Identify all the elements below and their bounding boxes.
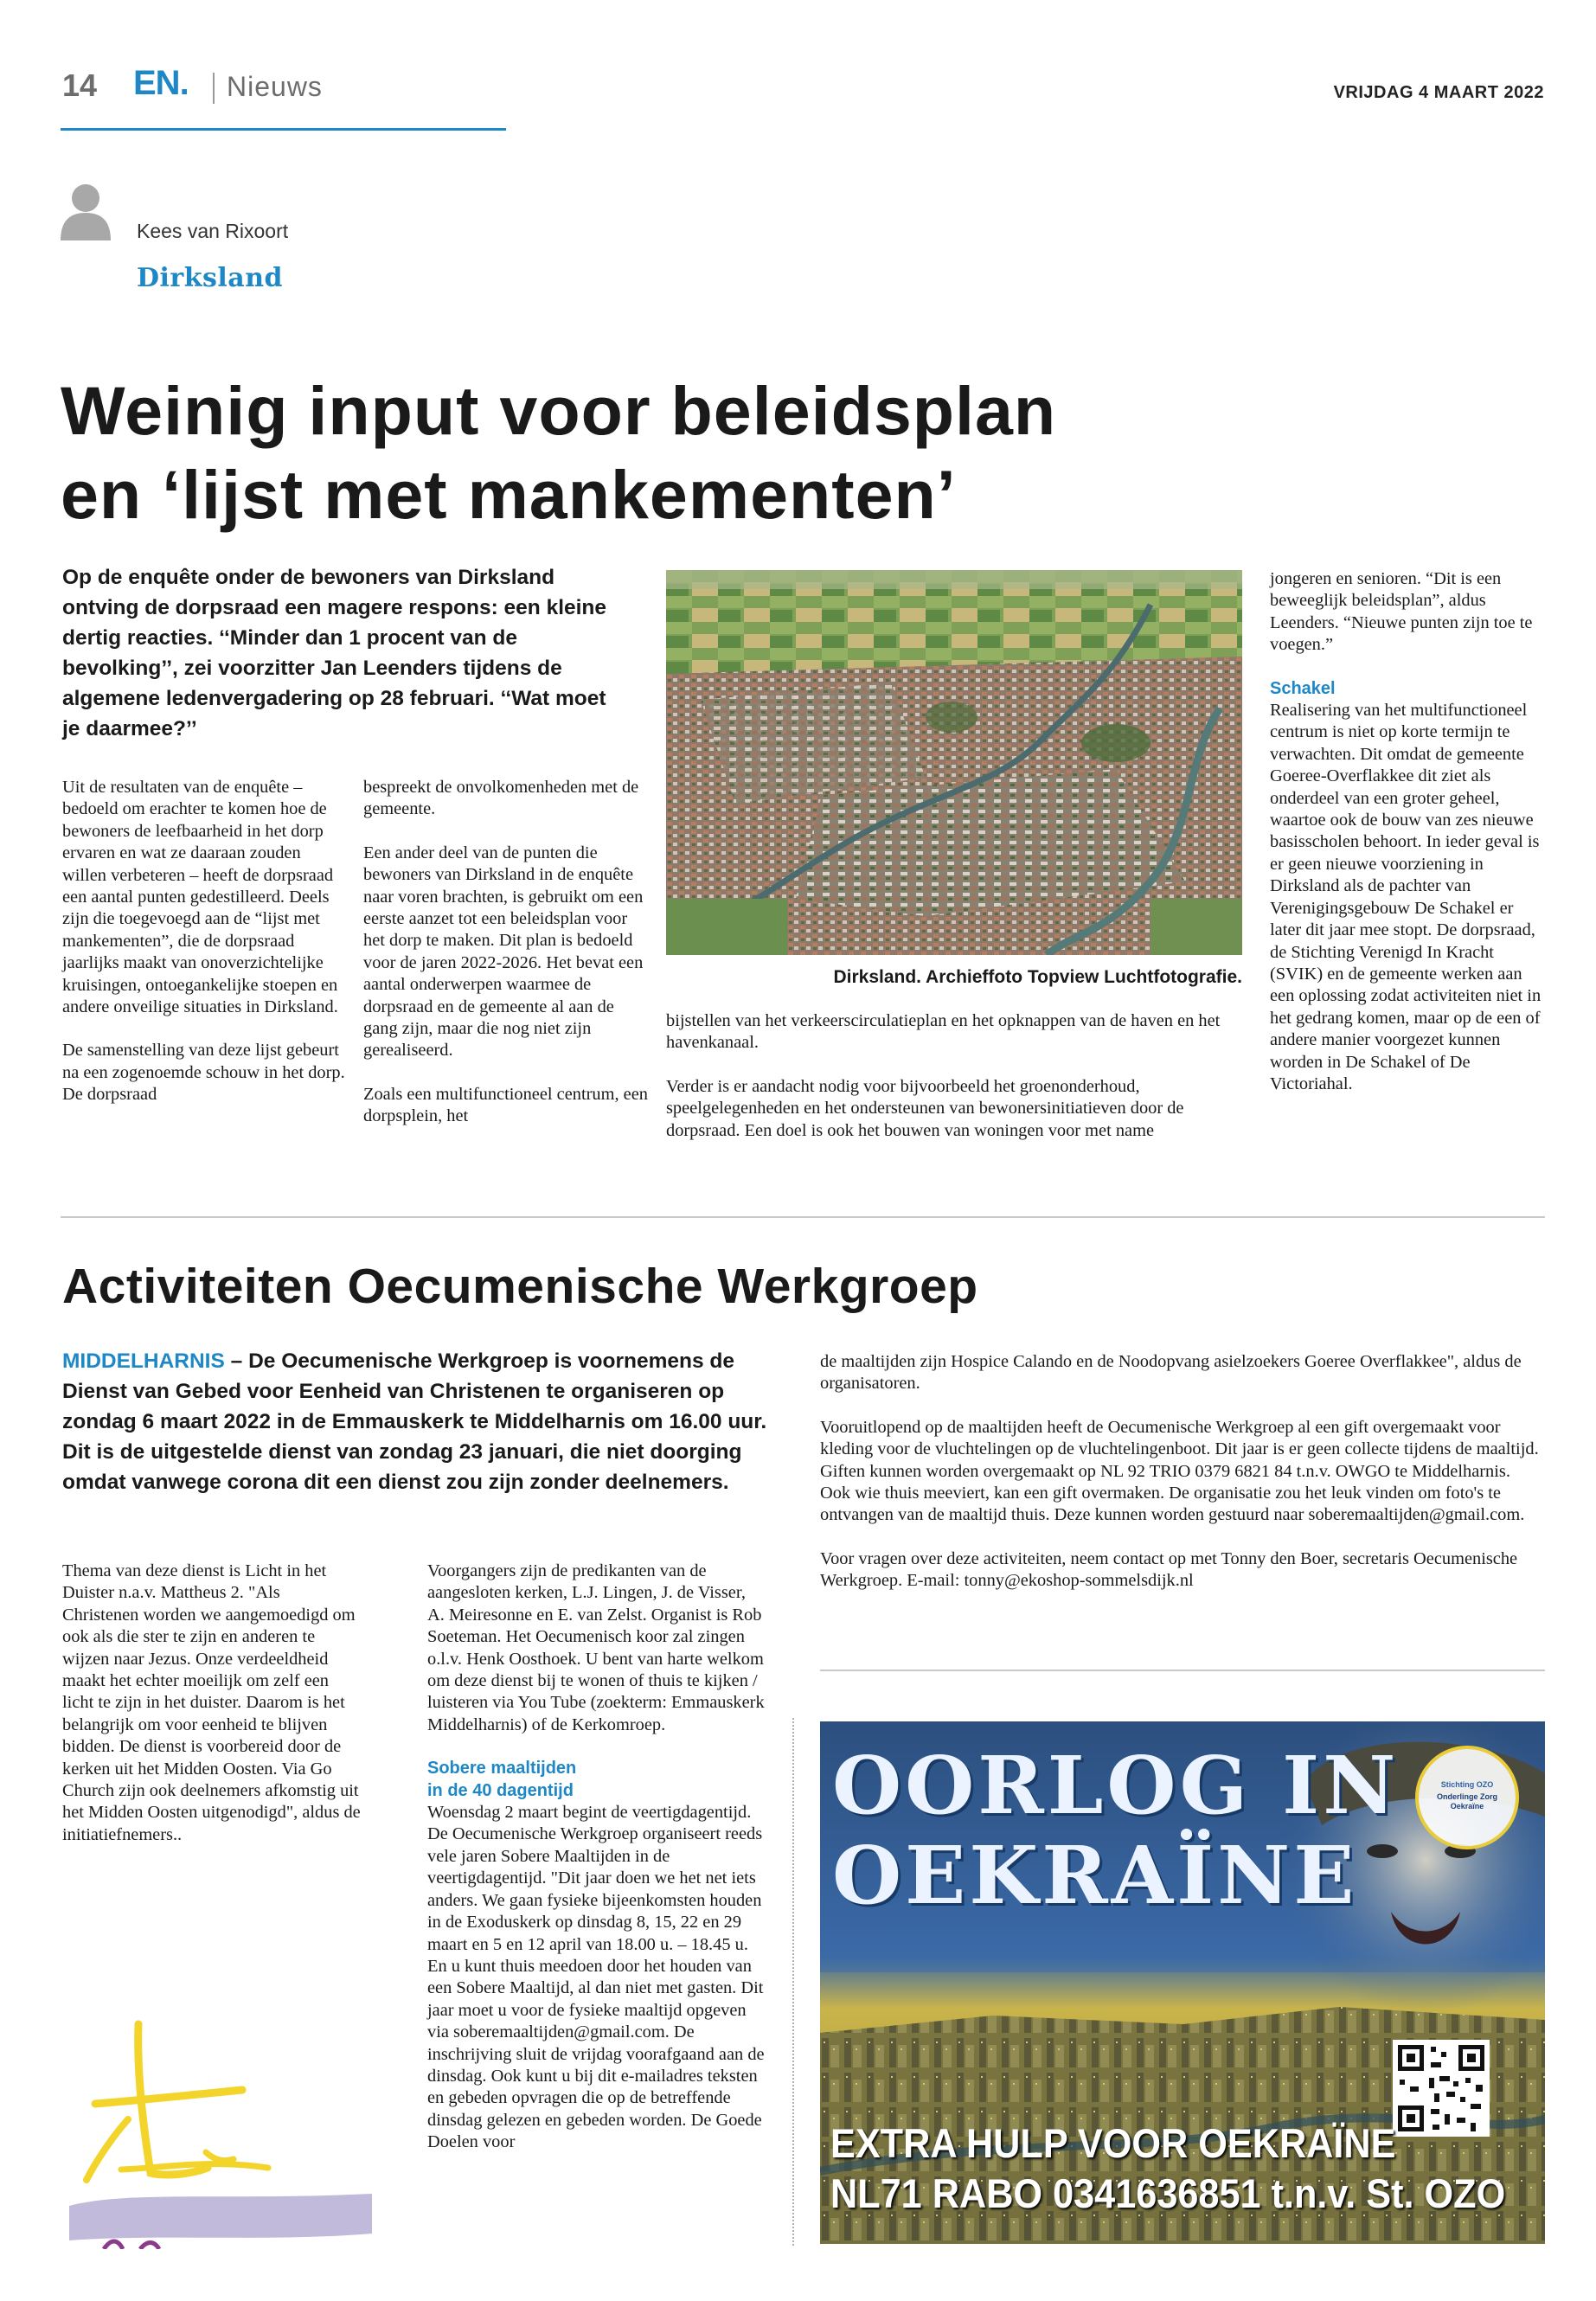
badge-line-2: Onderlinge Zorg Oekraïne xyxy=(1436,1792,1497,1811)
paragraph: Verder is er aandacht nodig voor bijvoorbeeld het groenonderhoud, speelgelegenheden en het ondersteunen van bewonersinitiatieven door de dorpsraad. Een doel is ook het bouwen van woningen voor met name xyxy=(666,1076,1184,1140)
paragraph: de maaltijden zijn Hospice Calando en de Noodopvang asielzoekers Goeree Overflakkee", aldus de organisatoren. xyxy=(820,1352,1522,1394)
article2-dateline: MIDDELHARNIS xyxy=(62,1349,225,1373)
paragraph: Woensdag 2 maart begint de veertigdagentijd. De Oecumenische Werkgroep organiseert reeds vele jaren Sobere Maaltijden in de veertigdagentijd. "Dit jaar doen we het net iets anders. We gaan fysieke bijeenkomsten houden in de Exoduskerk op dinsdag 8, 15, 22 en 29 maart en 5 en 12 april van 18.00 u. – 18.45 u. En u kunt thuis meedoen door het houden van een Sobere Maaltijd, al dan niet met gasten. Dit jaar moet u voor de fysieke maaltijd opgeven via soberemaaltijden@gmail.com. De inschrijving sluit de vrijdag voorafgaand aan de dinsdag. Ook kunt u bij dit e-mailadres teksten en gebeden opvragen die op de betreffende dinsdag gelezen en gebeden worden. De Goede Doelen voor xyxy=(427,1803,765,2152)
aerial-photo-dirksland xyxy=(666,570,1242,955)
ad-bottom-line-1: EXTRA HULP VOOR OEKRAÏNE xyxy=(830,2120,1396,2166)
paragraph: Uit de resultaten van de enquête – bedoeld om erachter te komen hoe de bewoners de leefbaarheid in het dorp ervaren en wat ze daaraan zouden willen verbeteren – heeft de dorpsraad een aantal punten gedestilleerd. Deels zijn die toegevoegd aan de “lijst met mankementen”, die de dorpsraad jaarlijks maakt van onoverzichtelijke kruisingen, ontoegankelijke stoepen en andere onveilige situaties in Dirksland. xyxy=(62,778,338,1017)
photo-caption: Dirksland. Archieffoto Topview Luchtfotografie. xyxy=(833,967,1242,987)
article-column-3 xyxy=(666,1010,1242,1163)
article-lead: Op de enquête onder de bewoners van Dirksland ontving de dorpsraad een magere respons: een kleine dertig reacties. ‘‘Minder dan 1 procent van de bevolking’’, zei voorzitter Jan Leenders tijdens de algemene ledenvergadering op 28 februari. ‘‘Wat moet je daarmee?’’ xyxy=(62,566,607,740)
author-name: Kees van Rixoort xyxy=(137,220,289,242)
cross-illustration xyxy=(61,1990,372,2249)
ozo-badge xyxy=(1415,1746,1519,1849)
paragraph: bijstellen van het verkeerscirculatieplan en het opknappen van de haven en het havenkanaal. xyxy=(666,1011,1221,1053)
subheading-line-2: in de 40 dagentijd xyxy=(427,1780,574,1800)
section-divider xyxy=(61,1216,1545,1218)
masthead-divider xyxy=(213,73,215,104)
subheading-line-1: Sobere maaltijden xyxy=(427,1759,577,1779)
masthead-accent-line xyxy=(61,128,506,131)
page-number: 14 xyxy=(62,67,98,103)
ad-title xyxy=(832,1740,1399,1920)
author-avatar-icon xyxy=(61,182,111,240)
paragraph: jongeren en senioren. “Dit is een beweeglijk beleidsplan”, aldus Leenders. “Nieuwe punten zijn toe te voegen.” xyxy=(1270,569,1533,655)
badge-line-1: Stichting OZO xyxy=(1440,1780,1494,1789)
subheading: Schakel xyxy=(1270,678,1336,698)
article2-column-1 xyxy=(62,1561,361,1868)
paragraph: Voorgangers zijn de predikanten van de aangesloten kerken, L.J. Lingen, J. de Visser, A. Meiresonne en E. van Zelst. Organist is Rob Soeteman. Het Oecumenisch koor zal zingen o.l.v. Henk Oosthoek. U bent van harte welkom om deze dienst bij te wonen of thuis te kijken / luisteren via You Tube (zoekterm: Emmauskerk Middelharnis) of de Kerkomroep. xyxy=(427,1561,765,1734)
paragraph: Thema van deze dienst is Licht in het Duister n.a.v. Mattheus 2. "Als Christenen worden we aangemoedigd om ook als die ster te zijn en anderen te wijzen naar Jezus. Onze verdeeldheid maakt het echter moeilijk om zelf een licht te zijn in het duister. Daarom is het belangrijk om voor eenheid te blijven bidden. De dienst is voorbereid door de kerken uit het Midden Oosten. Via Go Church zijn ook deelnemers afkomstig uit het Midden Oosten uitgenodigd", aldus de initiatiefnemers.. xyxy=(62,1561,361,1844)
article-headline xyxy=(61,369,1185,536)
article2-column-2 xyxy=(427,1561,765,2176)
ad-title-line-1: OORLOG IN xyxy=(832,1739,1400,1832)
article2-headline: Activiteiten Oecumenische Werkgroep xyxy=(62,1259,978,1314)
paragraph: Een ander deel van de punten die bewoners van Dirksland in de enquête naar voren brachten, is gebruikt om een eerste aanzet tot een beleidsplan voor het dorp te maken. Dit plan is bedoeld voor de jaren 2022-2026. Het bevat een aantal onderwerpen waarmee de dorpsraad en de gemeente al aan de gang zijn, maar die nog niet zijn gerealiseerd. xyxy=(363,843,644,1061)
paragraph: bespreekt de onvolkomenheden met de gemeente. xyxy=(363,778,639,819)
article-column-2 xyxy=(363,777,649,1150)
headline-line-2: en ‘lijst met mankementen’ xyxy=(61,456,957,533)
ad-title-line-2: OEKRAÏNE xyxy=(832,1829,1358,1922)
headline-line-1: Weinig input voor beleidsplan xyxy=(61,372,1057,449)
ukraine-advertisement xyxy=(820,1721,1545,2244)
issue-date: VRIJDAG 4 MAART 2022 xyxy=(1333,83,1544,102)
paragraph: Voor vragen over deze activiteiten, neem contact op met Tonny den Boer, secretaris Oecumenische Werkgroep. E-mail: tonny@ekoshop-sommelsdijk.nl xyxy=(820,1548,1518,1591)
section-name: Nieuws xyxy=(227,71,323,102)
article-column-1 xyxy=(62,777,348,1128)
column-dotted-divider xyxy=(792,1718,794,2246)
ad-bottom-line-2: NL71 RABO 0341636851 t.n.v. St. OZO xyxy=(830,2170,1506,2216)
qr-code-icon[interactable] xyxy=(1393,2040,1490,2137)
article2-column-3 xyxy=(820,1351,1545,1614)
article2-lead xyxy=(62,1346,772,1497)
paragraph: Vooruitlopend op de maaltijden heeft de Oecumenische Werkgroep al een gift overgemaakt voor kleding voor de vluchtelingen op de vluchtelingenboot. Dit jaar is er geen collecte tijdens de maaltijd. Giften kunnen worden overgemaakt op NL 92 TRIO 0379 6821 84 t.n.v. OWGO te Middelharnis. Ook wie thuis meeviert, kan een gift overmaken. De organisatie zou het leuk vinden om foto's te ontvangen van de maaltijd thuis. Deze kunnen worden gestuurd naar soberemaaltijden@gmail.com. xyxy=(820,1417,1539,1525)
ad-divider xyxy=(820,1670,1545,1671)
article-column-4 xyxy=(1270,568,1545,1117)
paragraph: Zoals een multifunctioneel centrum, een dorpsplein, het xyxy=(363,1084,648,1126)
paragraph: De samenstelling van deze lijst gebeurt na een zogenoemde schouw in het dorp. De dorpsraad xyxy=(62,1041,345,1105)
paragraph: Realisering van het multifunctioneel centrum is niet op korte termijn te verwachten. Dit omdat de gemeente Goeree-Overflakkee dit ziet als onderdeel van een groter geheel, waartoe ook de bouw van zes nieuwe basisscholen behoort. In ieder geval is er geen nieuwe voorziening in Dirksland als de pachter van Verenigingsgebouw De Schakel er later dit jaar mee stopt. De dorpsraad, de Stichting Verenigd In Kracht (SVIK) en de gemeente werken aan een oplossing zodat activiteiten niet in het gedrang komen, maar op de een of andere manier voorgezet kunnen worden in De Schakel of De Victoriahal. xyxy=(1270,701,1542,1093)
article2-lead-text: – De Oecumenische Werkgroep is voornemens de Dienst van Gebed voor Eenheid van Christenen te organiseren op zondag 6 maart 2022 in de Emmauskerk te Middelharnis om 16.00 uur. Dit is de uitgestelde dienst van zondag 23 januari, die niet doorging omdat vanwege corona dit een dienst zou zijn zonder deelnemers. xyxy=(62,1349,767,1494)
newspaper-logo: EN. xyxy=(133,64,189,102)
article-location: Dirksland xyxy=(137,263,284,293)
subheading xyxy=(427,1758,765,1802)
